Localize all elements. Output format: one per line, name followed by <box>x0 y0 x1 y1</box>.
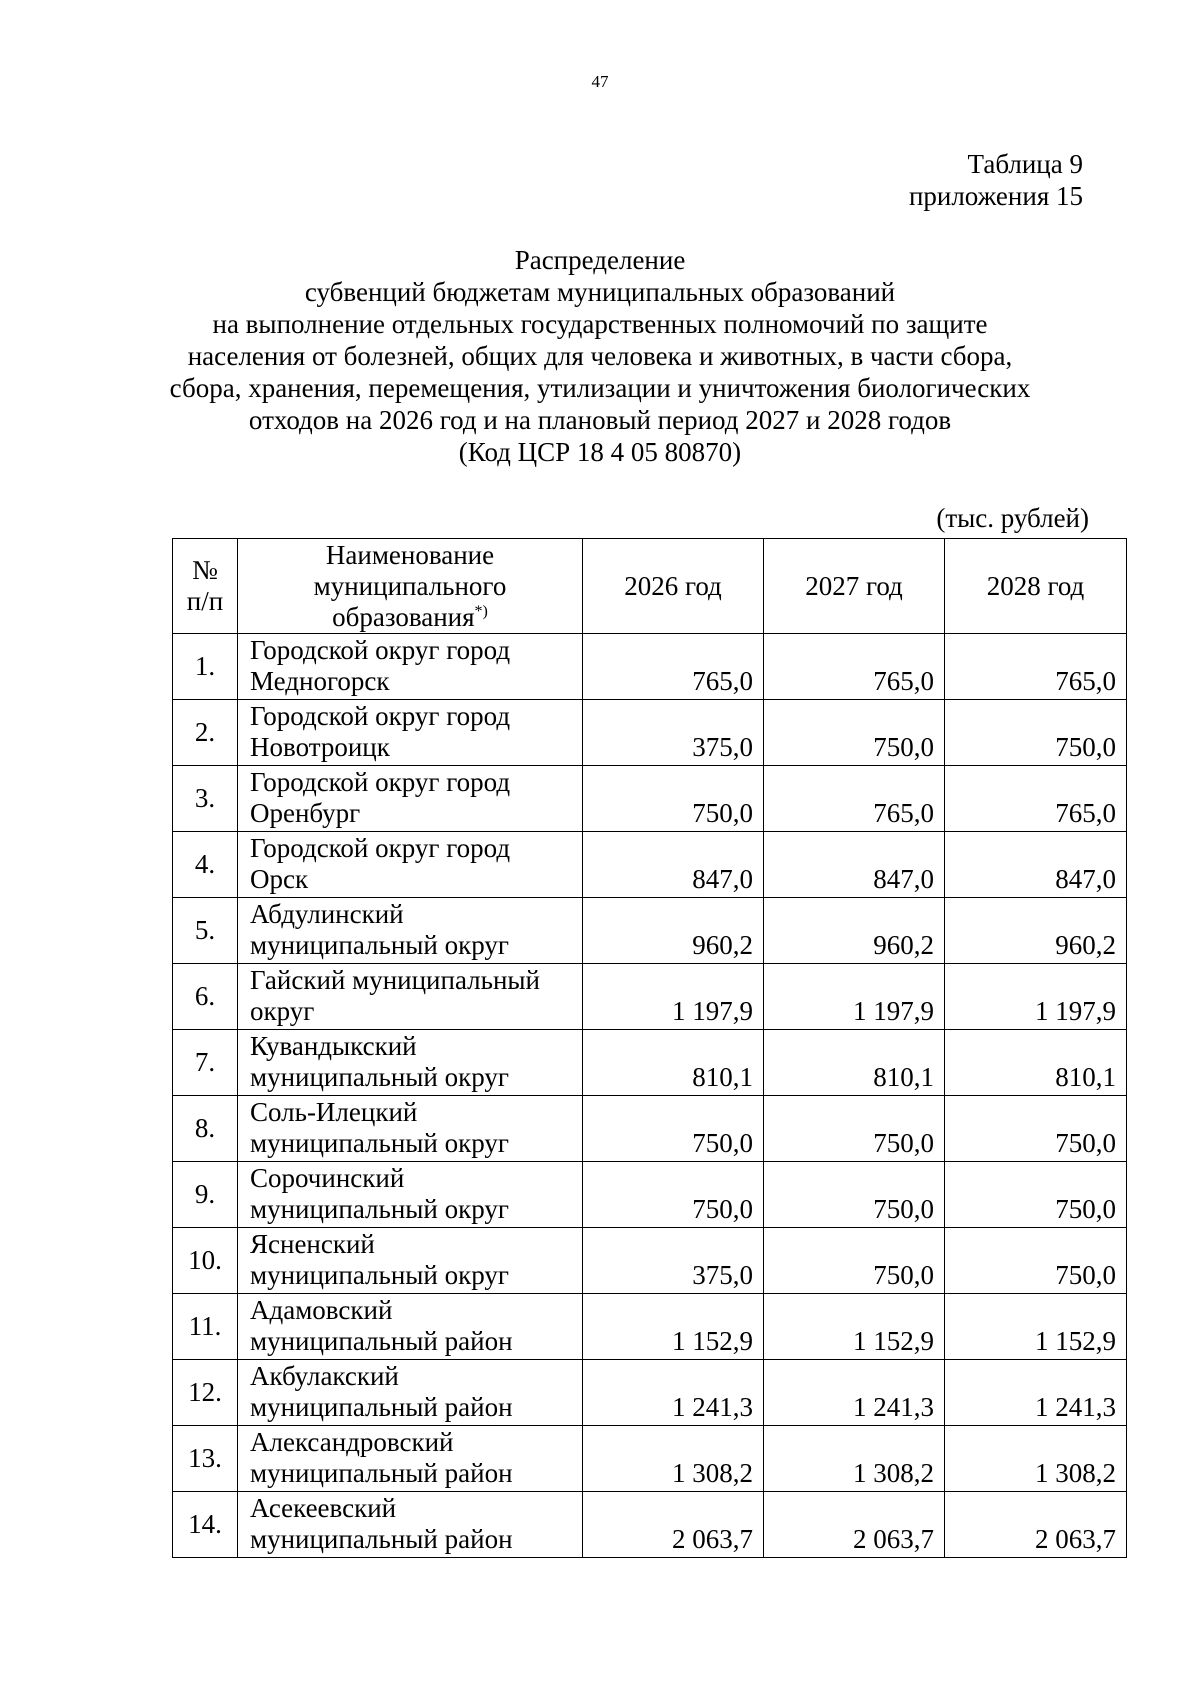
title-line: на выполнение отдельных государственных полномочий по защите <box>212 309 988 339</box>
municipality-name-line: муниципальный округ <box>250 1062 509 1092</box>
document-title <box>0 244 1200 468</box>
title-line: сбора, хранения, перемещения, утилизации и уничтожения биологических <box>169 373 1031 403</box>
amount-2028: 750,0 <box>945 700 1127 766</box>
municipality-name-line: Городской округ город <box>250 767 511 797</box>
municipality-name-line: Оренбург <box>250 798 361 828</box>
amount-2027: 1 197,9 <box>764 964 945 1030</box>
table-row <box>173 700 1127 766</box>
table-row <box>173 898 1127 964</box>
amount-2027: 960,2 <box>764 898 945 964</box>
row-number: 9. <box>173 1162 238 1228</box>
municipality-name-line: муниципальный район <box>250 1524 513 1554</box>
header-name-line: муниципального <box>313 570 507 601</box>
amount-2026: 810,1 <box>583 1030 764 1096</box>
amount-2028: 1 241,3 <box>945 1360 1127 1426</box>
municipality-name-line: Адамовский <box>250 1295 393 1325</box>
table-row <box>173 1360 1127 1426</box>
row-number: 11. <box>173 1294 238 1360</box>
header-2026: 2026 год <box>583 539 764 634</box>
amount-2026: 960,2 <box>583 898 764 964</box>
amount-2026: 765,0 <box>583 634 764 700</box>
municipality-name <box>238 1096 583 1162</box>
amount-2027: 847,0 <box>764 832 945 898</box>
table-row <box>173 1162 1127 1228</box>
municipality-name-line: Орск <box>250 864 309 894</box>
amount-2027: 750,0 <box>764 1228 945 1294</box>
amount-2026: 847,0 <box>583 832 764 898</box>
municipality-name-line: муниципальный округ <box>250 930 509 960</box>
amount-2028: 847,0 <box>945 832 1127 898</box>
appendix-reference <box>909 148 1083 212</box>
table-row <box>173 1096 1127 1162</box>
table-header-row <box>173 539 1127 634</box>
municipality-name <box>238 700 583 766</box>
amount-2027: 1 308,2 <box>764 1426 945 1492</box>
amount-2027: 765,0 <box>764 634 945 700</box>
row-number: 1. <box>173 634 238 700</box>
municipality-name <box>238 964 583 1030</box>
row-number: 4. <box>173 832 238 898</box>
municipality-name-line: муниципальный округ <box>250 1128 509 1158</box>
table-row <box>173 1294 1127 1360</box>
amount-2027: 765,0 <box>764 766 945 832</box>
row-number: 10. <box>173 1228 238 1294</box>
municipality-name-line: Городской округ город <box>250 635 511 665</box>
municipality-name <box>238 898 583 964</box>
row-number: 8. <box>173 1096 238 1162</box>
table-label: Таблица 9 <box>967 149 1083 179</box>
amount-2028: 1 197,9 <box>945 964 1127 1030</box>
municipality-name <box>238 1294 583 1360</box>
municipality-name-line: муниципальный район <box>250 1458 513 1488</box>
amount-2026: 750,0 <box>583 1162 764 1228</box>
amount-2027: 2 063,7 <box>764 1492 945 1558</box>
amount-2027: 1 152,9 <box>764 1294 945 1360</box>
municipality-name-line: Александровский <box>250 1427 454 1457</box>
header-number <box>173 539 238 634</box>
municipality-name-line: Сорочинский <box>250 1163 405 1193</box>
municipality-name-line: Акбулакский <box>250 1361 399 1391</box>
amount-2027: 810,1 <box>764 1030 945 1096</box>
table-row <box>173 1426 1127 1492</box>
row-number: 5. <box>173 898 238 964</box>
amount-2026: 1 308,2 <box>583 1426 764 1492</box>
amount-2028: 765,0 <box>945 634 1127 700</box>
municipality-name <box>238 832 583 898</box>
amount-2028: 750,0 <box>945 1228 1127 1294</box>
amount-2028: 1 152,9 <box>945 1294 1127 1360</box>
municipality-name <box>238 634 583 700</box>
amount-2028: 810,1 <box>945 1030 1127 1096</box>
municipality-name-line: Асекеевский <box>250 1493 397 1523</box>
municipality-name-line: Новотроицк <box>250 732 390 762</box>
footnote-marker: *) <box>474 602 488 620</box>
title-line: отходов на 2026 год и на плановый период 2027 и 2028 годов <box>248 405 952 435</box>
table-row <box>173 1492 1127 1558</box>
title-line: Распределение <box>514 245 686 275</box>
municipality-name-line: Городской округ город <box>250 833 511 863</box>
amount-2026: 375,0 <box>583 700 764 766</box>
amount-2026: 1 197,9 <box>583 964 764 1030</box>
row-number: 14. <box>173 1492 238 1558</box>
table-row <box>173 766 1127 832</box>
municipality-name <box>238 766 583 832</box>
municipality-name <box>238 1492 583 1558</box>
table-row <box>173 634 1127 700</box>
municipality-name-line: Городской округ город <box>250 701 511 731</box>
amount-2028: 750,0 <box>945 1096 1127 1162</box>
amount-2026: 1 241,3 <box>583 1360 764 1426</box>
row-number: 13. <box>173 1426 238 1492</box>
units-label: (тыс. рублей) <box>936 503 1089 533</box>
header-name-line: образования <box>332 601 475 632</box>
municipality-name-line: муниципальный район <box>250 1392 513 1422</box>
title-line: населения от болезней, общих для человека и животных, в части сбора, <box>187 341 1013 371</box>
amount-2026: 750,0 <box>583 766 764 832</box>
municipality-name <box>238 1030 583 1096</box>
municipality-name-line: Кувандыкский <box>250 1031 417 1061</box>
row-number: 12. <box>173 1360 238 1426</box>
amount-2028: 960,2 <box>945 898 1127 964</box>
municipality-name-line: Абдулинский <box>250 899 404 929</box>
row-number: 2. <box>173 700 238 766</box>
municipality-name-line: муниципальный округ <box>250 1260 509 1290</box>
municipality-name <box>238 1360 583 1426</box>
page-number: 47 <box>591 72 609 91</box>
header-number-symbol: № <box>192 555 218 585</box>
table-row <box>173 1228 1127 1294</box>
header-municipality <box>238 539 583 634</box>
distribution-table <box>172 538 1127 1558</box>
amount-2027: 750,0 <box>764 700 945 766</box>
municipality-name-line: Гайский муниципальный <box>250 965 540 995</box>
amount-2026: 375,0 <box>583 1228 764 1294</box>
municipality-name-line: Соль-Илецкий <box>250 1097 418 1127</box>
title-line: субвенций бюджетам муниципальных образований <box>304 277 896 307</box>
row-number: 6. <box>173 964 238 1030</box>
row-number: 3. <box>173 766 238 832</box>
row-number: 7. <box>173 1030 238 1096</box>
table-row <box>173 964 1127 1030</box>
title-line: (Код ЦСР 18 4 05 80870) <box>458 437 742 467</box>
header-2028: 2028 год <box>945 539 1127 634</box>
header-name-line: Наименование <box>325 539 495 570</box>
header-number-abbr: п/п <box>186 586 224 616</box>
municipality-name-line: Медногорск <box>250 666 390 696</box>
amount-2028: 2 063,7 <box>945 1492 1127 1558</box>
amount-2026: 750,0 <box>583 1096 764 1162</box>
amount-2027: 1 241,3 <box>764 1360 945 1426</box>
amount-2027: 750,0 <box>764 1162 945 1228</box>
municipality-name-line: Ясненский <box>250 1229 375 1259</box>
amount-2028: 765,0 <box>945 766 1127 832</box>
municipality-name-line: муниципальный округ <box>250 1194 509 1224</box>
table-row <box>173 832 1127 898</box>
amount-2028: 750,0 <box>945 1162 1127 1228</box>
municipality-name <box>238 1162 583 1228</box>
municipality-name <box>238 1228 583 1294</box>
municipality-name-line: округ <box>250 996 315 1026</box>
amount-2026: 2 063,7 <box>583 1492 764 1558</box>
amount-2026: 1 152,9 <box>583 1294 764 1360</box>
municipality-name-line: муниципальный район <box>250 1326 513 1356</box>
table-row <box>173 1030 1127 1096</box>
header-2027: 2027 год <box>764 539 945 634</box>
municipality-name <box>238 1426 583 1492</box>
amount-2028: 1 308,2 <box>945 1426 1127 1492</box>
amount-2027: 750,0 <box>764 1096 945 1162</box>
appendix-label: приложения 15 <box>908 181 1083 211</box>
